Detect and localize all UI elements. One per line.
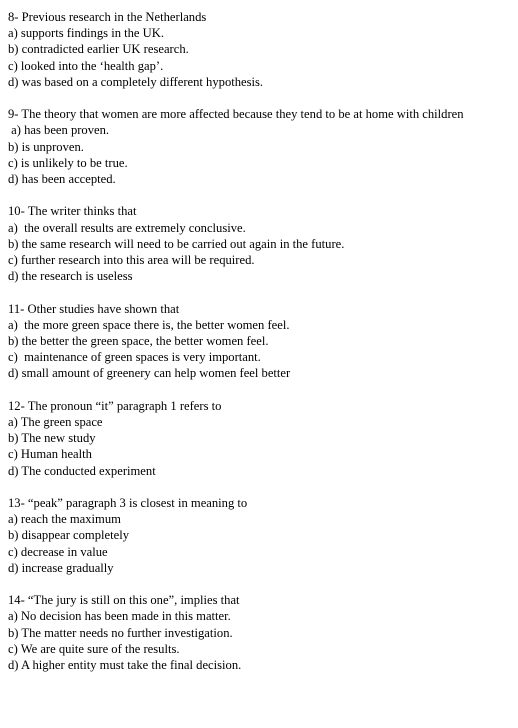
option-c: c) We are quite sure of the results. [8,641,180,656]
option-a: a) the overall results are extremely conclusive. [8,220,246,235]
question-8 [8,9,516,90]
question-12 [8,398,516,479]
option-d: d) small amount of greenery can help women feel better [8,366,291,381]
option-d: d) the research is useless [8,269,133,284]
question-stem: 12- The pronoun “it” paragraph 1 refers to [8,398,222,413]
option-a: a) has been proven. [8,123,110,138]
option-b: b) disappear completely [8,528,129,543]
question-stem: 10- The writer thinks that [8,204,137,219]
option-d: d) has been accepted. [8,172,116,187]
option-b: b) The matter needs no further investigation. [8,625,233,640]
option-a: a) reach the maximum [8,512,121,527]
option-b: b) the better the green space, the better women feel. [8,334,269,349]
question-11 [8,301,516,382]
option-b: b) The new study [8,431,96,446]
option-c: c) decrease in value [8,544,108,559]
question-stem: 8- Previous research in the Netherlands [8,10,207,24]
option-d: d) increase gradually [8,560,114,575]
question-9 [8,106,516,187]
option-b: b) the same research will need to be carried out again in the future. [8,236,345,251]
question-stem: 14- “The jury is still on this one”, implies that [8,593,240,608]
option-d: d) A higher entity must take the final decision. [8,658,242,673]
option-c: c) further research into this area will be required. [8,253,255,268]
question-stem: 11- Other studies have shown that [8,301,180,316]
option-a: a) No decision has been made in this matter. [8,609,231,624]
question-stem: 13- “peak” paragraph 3 is closest in meaning to [8,496,248,511]
option-a: a) supports findings in the UK. [8,26,165,41]
question-10 [8,203,516,284]
question-14 [8,592,516,673]
option-d: d) The conducted experiment [8,463,156,478]
option-c: c) Human health [8,447,92,462]
option-b: b) contradicted earlier UK research. [8,42,189,57]
option-a: a) The green space [8,415,103,430]
option-c: c) looked into the ‘health gap’. [8,58,164,73]
question-list [8,9,516,689]
option-c: c) maintenance of green spaces is very important. [8,350,261,365]
option-b: b) is unproven. [8,139,84,154]
question-13 [8,495,516,576]
question-stem: 9- The theory that women are more affected because they tend to be at home with children [8,107,464,122]
option-d: d) was based on a completely different hypothesis. [8,74,264,89]
option-c: c) is unlikely to be true. [8,155,128,170]
option-a: a) the more green space there is, the better women feel. [8,317,290,332]
